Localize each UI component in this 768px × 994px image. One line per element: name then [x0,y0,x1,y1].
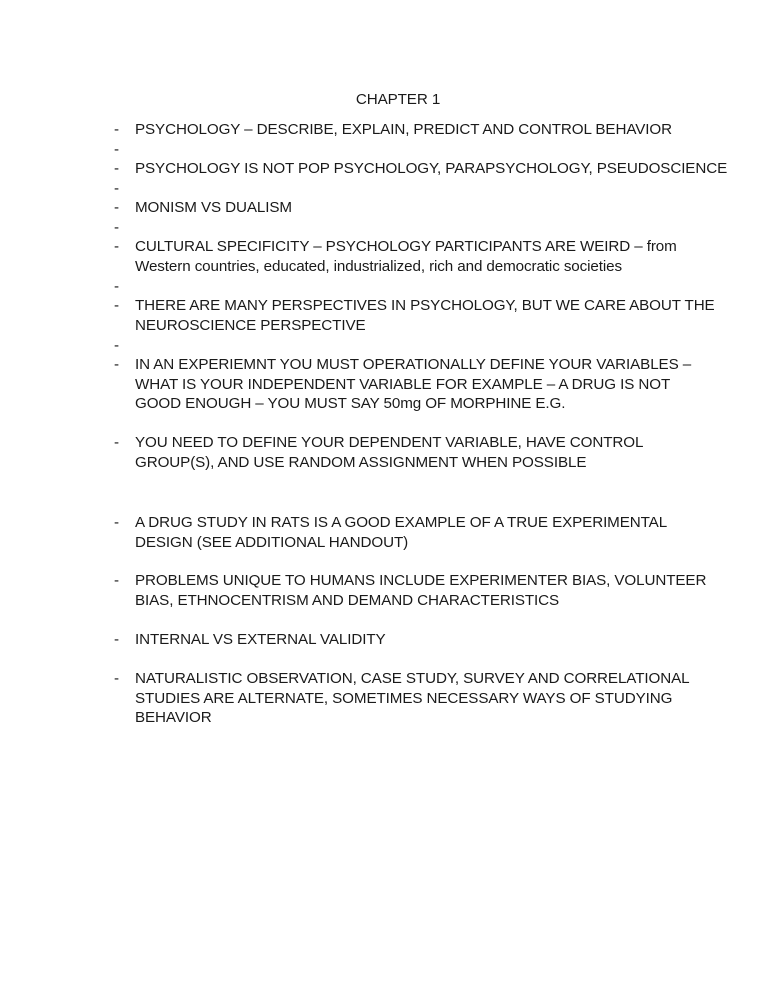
bullet-dash: - [114,121,119,138]
bullet-dash: - [114,434,119,451]
item-text: IN AN EXPERIEMNT YOU MUST OPERATIONALLY DEFINE YOUR VARIABLES – [135,356,692,373]
item-text: BEHAVIOR [135,709,212,726]
item-text: GROUP(S), AND USE RANDOM ASSIGNMENT WHEN POSSIBLE [135,453,587,471]
item-text: YOU NEED TO DEFINE YOUR DEPENDENT VARIABLE, HAVE CONTROL [135,434,644,451]
item-text: PROBLEMS UNIQUE TO HUMANS INCLUDE EXPERIMENTER BIAS, VOLUNTEER [135,572,707,589]
item-text: PSYCHOLOGY – DESCRIBE, EXPLAIN, PREDICT AND CONTROL BEHAVIOR [135,121,672,138]
bullet-dash: - [114,160,119,177]
bullet-dash: - [114,670,119,687]
item-text: STUDIES ARE ALTERNATE, SOMETIMES NECESSARY WAYS OF STUDYING [135,689,673,707]
item-text: Western countries, educated, industrialized, rich and democratic societies [135,257,623,275]
item-text: DESIGN (SEE ADDITIONAL HANDOUT) [135,533,409,551]
bullet-dash: - [114,278,119,295]
bullet-dash: - [114,219,119,236]
item-text: NATURALISTIC OBSERVATION, CASE STUDY, SURVEY AND CORRELATIONAL [135,670,690,687]
item-text: NEUROSCIENCE PERSPECTIVE [135,316,366,334]
item-text: MONISM VS DUALISM [135,199,292,216]
item-text: INTERNAL VS EXTERNAL VALIDITY [135,631,386,648]
page-title: CHAPTER 1 [355,91,441,108]
item-text: BIAS, ETHNOCENTRISM AND DEMAND CHARACTERISTICS [135,591,560,609]
item-text: WHAT IS YOUR INDEPENDENT VARIABLE FOR EXAMPLE – A DRUG IS NOT [135,375,671,393]
item-text: A DRUG STUDY IN RATS IS A GOOD EXAMPLE OF A TRUE EXPERIMENTAL [135,514,668,531]
item-text: CULTURAL SPECIFICITY – PSYCHOLOGY PARTICIPANTS ARE WEIRD – from [135,238,677,255]
bullet-dash: - [114,572,119,589]
bullet-dash: - [114,180,119,197]
bullet-dash: - [114,337,119,354]
bullet-dash: - [114,356,119,373]
bullet-dash: - [114,141,119,158]
bullet-dash: - [114,199,119,216]
item-text: GOOD ENOUGH – YOU MUST SAY 50mg OF MORPHINE E.G. [135,395,566,412]
item-text: PSYCHOLOGY IS NOT POP PSYCHOLOGY, PARAPSYCHOLOGY, PSEUDOSCIENCE [135,160,728,177]
bullet-dash: - [114,631,119,648]
bullet-dash: - [114,297,119,314]
bullet-dash: - [114,238,119,255]
bullet-dash: - [114,514,119,531]
item-text: THERE ARE MANY PERSPECTIVES IN PSYCHOLOGY, BUT WE CARE ABOUT THE [135,297,715,314]
